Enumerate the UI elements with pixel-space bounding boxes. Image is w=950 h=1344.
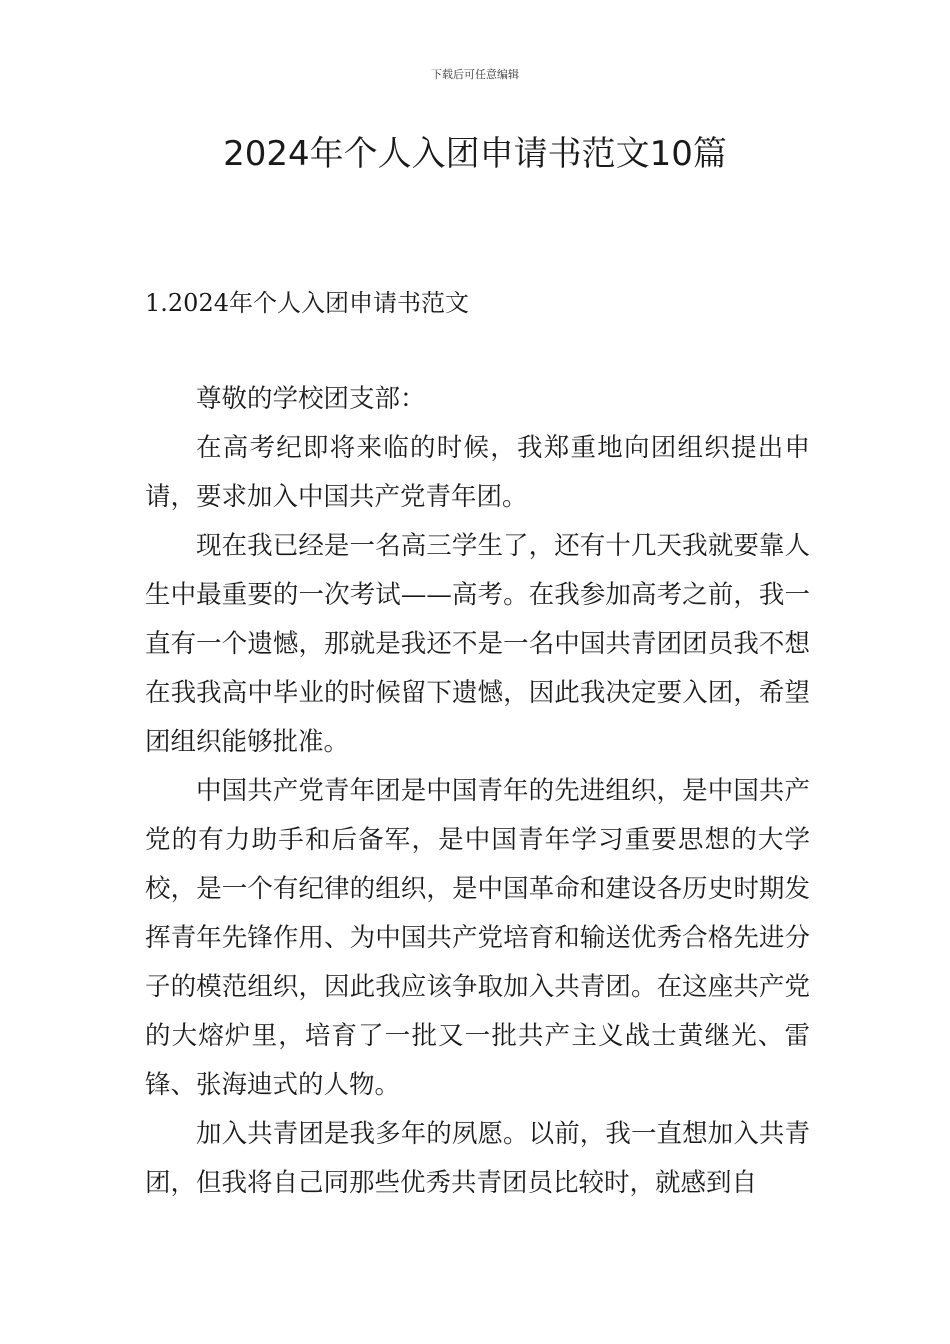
- salutation: 尊敬的学校团支部：: [196, 384, 426, 414]
- section-heading: 1.2024年个人入团申请书范文: [145, 289, 469, 317]
- body-paragraph: 加入共青团是我多年的夙愿。以前，我一直想加入共青团，但我将自己同那些优秀共青团员比较时，就感到自: [145, 1119, 810, 1198]
- document-title: 2024年个人入团申请书范文10篇: [223, 134, 727, 174]
- header-note: 下载后可任意编辑: [431, 68, 519, 81]
- body-paragraph: 在高考纪即将来临的时候，我郑重地向团组织提出申请，要求加入中国共产党青年团。: [145, 433, 810, 512]
- body-paragraph: 中国共产党青年团是中国青年的先进组织，是中国共产党的有力助手和后备军，是中国青年学习重要思想的大学校，是一个有纪律的组织，是中国革命和建设各历史时期发挥青年先锋作用、为中国共产党培育和输送优秀合格先进分子的模范组织，因此我应该争取加入共青团。在这座共产党的大熔炉里，培育了一批又一批共产主义战士黄继光、雷锋、张海迪式的人物。: [145, 776, 810, 1100]
- body-paragraph: 现在我已经是一名高三学生了，还有十几天我就要靠人生中最重要的一次考试——高考。在我参加高考之前，我一直有一个遗憾，那就是我还不是一名中国共青团团员我不想在我我高中毕业的时候留下遗憾，因此我决定要入团，希望团组织能够批准。: [145, 531, 810, 757]
- document-body: [145, 375, 810, 1208]
